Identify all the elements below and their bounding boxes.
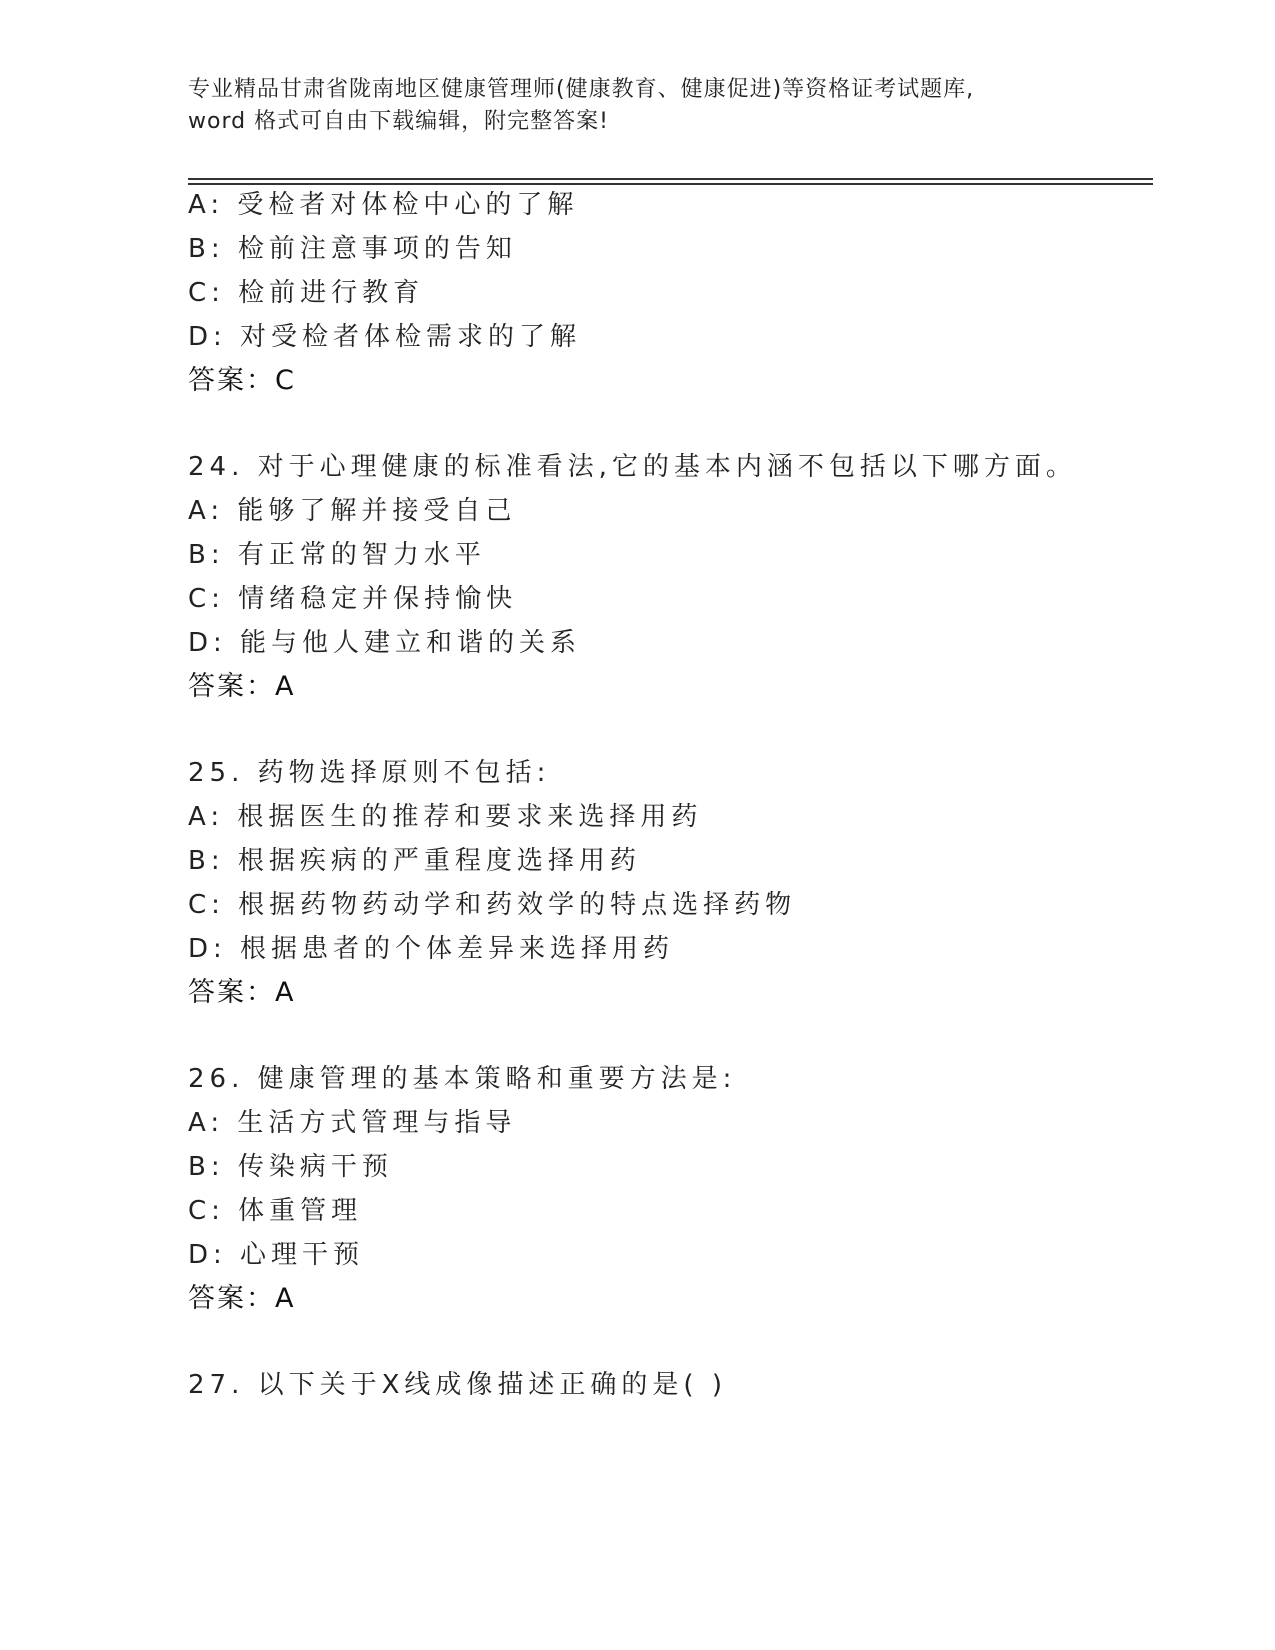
header-title-line1: 专业精品甘肃省陇南地区健康管理师(健康教育、健康促进)等资格证考试题库, <box>188 77 975 102</box>
q27-question: 27. 以下关于X线成像描述正确的是( ) <box>188 1370 727 1400</box>
q25-option-d: D: 根据患者的个体差异来选择用药 <box>188 934 675 964</box>
q24-option-b: B: 有正常的智力水平 <box>188 540 486 570</box>
q25-answer: 答案：A <box>188 977 296 1008</box>
q26-answer: 答案：A <box>188 1283 296 1314</box>
q26-option-a: A: 生活方式管理与指导 <box>188 1108 517 1138</box>
q25-option-c: C: 根据药物药动学和药效学的特点选择药物 <box>188 890 797 920</box>
q25-option-a: A: 根据医生的推荐和要求来选择用药 <box>188 802 703 832</box>
q23-option-d: D: 对受检者体检需求的了解 <box>188 322 582 352</box>
q26-option-c: C: 体重管理 <box>188 1196 363 1226</box>
q25-question: 25. 药物选择原则不包括: <box>188 758 551 788</box>
q24-option-a: A: 能够了解并接受自己 <box>188 496 517 526</box>
q24-option-c: C: 情绪稳定并保持愉快 <box>188 584 518 614</box>
q24-question: 24. 对于心理健康的标准看法,它的基本内涵不包括以下哪方面。 <box>188 452 1077 482</box>
q25-option-b: B: 根据疾病的严重程度选择用药 <box>188 846 641 876</box>
q23-option-b: B: 检前注意事项的告知 <box>188 234 517 264</box>
q26-option-d: D: 心理干预 <box>188 1240 365 1270</box>
q26-question: 26. 健康管理的基本策略和重要方法是: <box>188 1064 737 1094</box>
header-title-line2: word 格式可自由下载编辑，附完整答案! <box>188 109 609 134</box>
q23-answer: 答案：C <box>188 365 296 396</box>
q24-option-d: D: 能与他人建立和谐的关系 <box>188 628 582 658</box>
header-divider-bottom <box>188 183 1153 185</box>
q23-option-a: A: 受检者对体检中心的了解 <box>188 190 579 220</box>
q23-option-c: C: 检前进行教育 <box>188 278 425 308</box>
q26-option-b: B: 传染病干预 <box>188 1152 393 1182</box>
document-header <box>188 74 1148 138</box>
q24-answer: 答案：A <box>188 671 296 702</box>
header-divider-top <box>188 178 1153 180</box>
